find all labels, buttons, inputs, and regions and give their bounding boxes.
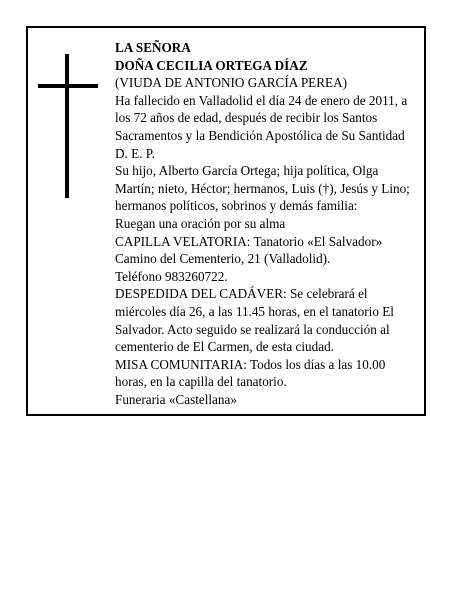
death-announcement: Ha fallecido en Valladolid el día 24 de enero de 2011, a los 72 años de edad, después de recibir los Santos Sacramentos y la Bendición Apostólica de Su Santidad xyxy=(115,92,408,143)
family-list: Su hijo, Alberto García Ortega; hija política, Olga Martín; nieto, Héctor; hermanos, Luis (†), Jesús y Lino; hermanos políticos, sobrinos y demás familia: xyxy=(115,163,410,214)
prayer-request: Ruegan una oración por su alma xyxy=(115,215,286,231)
obituary-text xyxy=(115,39,420,408)
deceased-name: DOÑA CECILIA ORTEGA DÍAZ xyxy=(115,57,308,73)
phone-number: Teléfono 983260722. xyxy=(115,268,228,284)
rip-line: D. E. P. xyxy=(115,145,155,161)
cross-horizontal-bar xyxy=(38,84,98,88)
mass-info: MISA COMUNITARIA: Todos los días a las 10.00 horas, en la capilla del tanatorio. xyxy=(115,356,386,390)
cross-icon xyxy=(38,54,98,198)
widow-of-line: (VIUDA DE ANTONIO GARCÍA PEREA) xyxy=(115,75,347,91)
farewell-info: DESPEDIDA DEL CADÁVER: Se celebrará el miércoles día 26, a las 11.45 horas, en el tanatorio El Salvador. Acto seguido se realizará la conducción al cementerio de El Carmen, de esta ciudad. xyxy=(115,286,394,355)
wake-chapel-info: CAPILLA VELATORIA: Tanatorio «El Salvador» Camino del Cementerio, 21 (Valladolid). xyxy=(115,233,383,267)
notice-heading-title: LA SEÑORA xyxy=(115,40,191,55)
cross-vertical-bar xyxy=(65,54,69,198)
funeral-home: Funeraria «Castellana» xyxy=(115,391,237,407)
